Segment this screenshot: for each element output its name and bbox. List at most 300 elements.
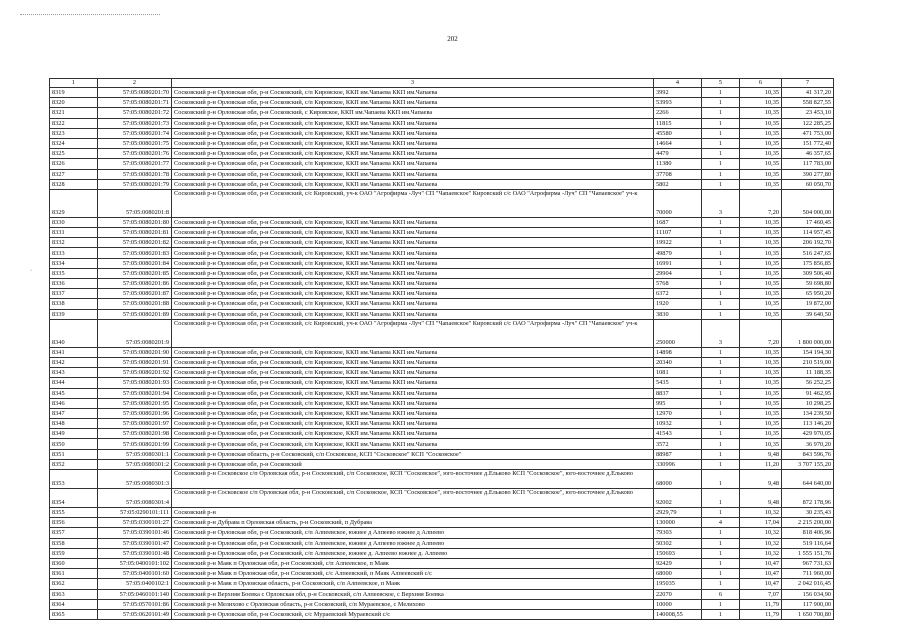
row-number-cell: 8349: [50, 429, 98, 439]
category-code-cell: 1: [702, 558, 740, 568]
area-value-cell: 995: [654, 398, 702, 408]
table-row: [50, 268, 834, 278]
cadastral-number-cell: 57:05:0080201:94: [98, 388, 172, 398]
area-value-cell: 14898: [654, 347, 702, 357]
cadastral-number-cell: 57:05:0390101:48: [98, 548, 172, 558]
area-value-cell: 11815: [654, 118, 702, 128]
cadastral-number-cell: 57:05:0080201:93: [98, 378, 172, 388]
area-value-cell: 45580: [654, 128, 702, 138]
cadastral-number-cell: 57:05:0080201:8: [98, 189, 172, 217]
category-code-cell: 1: [702, 179, 740, 189]
row-number-cell: 8348: [50, 419, 98, 429]
row-number-cell: 8342: [50, 357, 98, 367]
header-cell: 4: [654, 79, 702, 88]
category-code-cell: 1: [702, 108, 740, 118]
row-number-cell: 8359: [50, 548, 98, 558]
category-code-cell: 6: [702, 589, 740, 599]
area-value-cell: 1081: [654, 368, 702, 378]
category-code-cell: 1: [702, 138, 740, 148]
area-value-cell: 250000: [654, 319, 702, 347]
rate-value-cell: 10,47: [740, 569, 782, 579]
location-address-cell: Сосковский р-н Орловская обл, р-н Сосковский, с/п Кировское, ККП им.Чапаева ККП им.Чапаева: [172, 368, 654, 378]
location-address-cell: Сосковский р-н Маяк п Орловская обл, р-н Сосковский, с/п Алпеевское, п Маяк: [172, 558, 654, 568]
rate-value-cell: 10,35: [740, 419, 782, 429]
cadastral-value-cell: 3 707 155,20: [782, 459, 834, 469]
row-number-cell: 8355: [50, 508, 98, 518]
location-address-cell: Сосковский р-н Мелихово с Орловская область, р-н Сосковский, с/п Мураевское, с Мелихово: [172, 599, 654, 609]
area-value-cell: 10000: [654, 599, 702, 609]
cadastral-number-cell: 57:05:0080201:86: [98, 279, 172, 289]
location-address-cell: Сосковский р-н Орловская обл, р-н Сосковский, с/п Кировское, ККП им.Чапаева ККП им.Чапаева: [172, 419, 654, 429]
location-address-cell: Сосковский р-н Сосковское с/п Орловская обл, р-н Сосковский, с/п Сосковское, КСП "Сосковское", юго-восточнее д.Ельково КСП "Сосковское", юго-восточнее д.Ельково: [172, 470, 654, 489]
category-code-cell: 1: [702, 528, 740, 538]
cadastral-value-cell: 36 970,20: [782, 439, 834, 449]
rate-value-cell: 7,20: [740, 319, 782, 347]
cadastral-value-cell: 30 235,43: [782, 508, 834, 518]
category-code-cell: 1: [702, 599, 740, 609]
category-code-cell: 3: [702, 319, 740, 347]
category-code-cell: 1: [702, 309, 740, 319]
row-number-cell: 8352: [50, 459, 98, 469]
area-value-cell: 5768: [654, 279, 702, 289]
row-number-cell: 8340: [50, 319, 98, 347]
category-code-cell: 1: [702, 508, 740, 518]
cadastral-number-cell: 57:05:0080201:76: [98, 149, 172, 159]
location-address-cell: Сосковский р-н Орловская обл, р-н Сосковский: [172, 459, 654, 469]
cadastral-number-cell: 57:05:0080201:72: [98, 108, 172, 118]
area-value-cell: 37708: [654, 169, 702, 179]
category-code-cell: 1: [702, 429, 740, 439]
area-value-cell: 49879: [654, 248, 702, 258]
rate-value-cell: 10,35: [740, 268, 782, 278]
cadastral-value-cell: 65 950,20: [782, 289, 834, 299]
location-address-cell: Сосковский р-н Орловская обл, р-н Сосковский, с/п Кировское, ККП им.Чапаева ККП им.Чапаева: [172, 228, 654, 238]
rate-value-cell: 10,35: [740, 279, 782, 289]
cadastral-value-cell: 2 042 016,45: [782, 579, 834, 589]
scan-dot: ·: [30, 268, 32, 274]
cadastral-value-cell: 1 800 000,00: [782, 319, 834, 347]
row-number-cell: 8326: [50, 159, 98, 169]
table-row: [50, 470, 834, 489]
land-registry-table: [49, 78, 834, 620]
row-number-cell: 8336: [50, 279, 98, 289]
rate-value-cell: 10,35: [740, 138, 782, 148]
cadastral-number-cell: 57:05:0080201:97: [98, 419, 172, 429]
table-row: [50, 579, 834, 589]
rate-value-cell: 10,35: [740, 128, 782, 138]
rate-value-cell: 10,35: [740, 439, 782, 449]
location-address-cell: Сосковский р-н Орловская обл, р-н Сосковский, с/п Кировское, ККП им.Чапаева ККП им.Чапаева: [172, 408, 654, 418]
category-code-cell: 1: [702, 258, 740, 268]
cadastral-number-cell: 57:05:0080201:9: [98, 319, 172, 347]
table-row: [50, 238, 834, 248]
table-row: [50, 489, 834, 508]
row-number-cell: 8341: [50, 347, 98, 357]
table-row: [50, 128, 834, 138]
table-row: [50, 138, 834, 148]
row-number-cell: 8345: [50, 388, 98, 398]
rate-value-cell: 7,20: [740, 189, 782, 217]
table-row: [50, 319, 834, 347]
location-address-cell: Сосковский р-н Орловская обл, р-н Сосковский, с/п Кировское, ККП им.Чапаева ККП им.Чапаева: [172, 268, 654, 278]
cadastral-number-cell: 57:05:0080201:77: [98, 159, 172, 169]
table-row: [50, 569, 834, 579]
header-cell: 1: [50, 79, 98, 88]
cadastral-value-cell: 843 596,76: [782, 449, 834, 459]
location-address-cell: Сосковский р-н Орловская обл, р-н Сосковский, с/п Кировское, ККП им.Чапаева ККП им.Чапаева: [172, 248, 654, 258]
location-address-cell: Сосковский р-н Орловская обл, р-н Сосковский, с/п Кировское, ККП им.Чапаева ККП им.Чапаева: [172, 439, 654, 449]
area-value-cell: 88987: [654, 449, 702, 459]
row-number-cell: 8362: [50, 579, 98, 589]
row-number-cell: 8339: [50, 309, 98, 319]
category-code-cell: 1: [702, 419, 740, 429]
category-code-cell: 1: [702, 368, 740, 378]
row-number-cell: 8330: [50, 217, 98, 227]
row-number-cell: 8350: [50, 439, 98, 449]
rate-value-cell: 10,32: [740, 538, 782, 548]
cadastral-number-cell: 57:05:0080201:87: [98, 289, 172, 299]
area-value-cell: 11380: [654, 159, 702, 169]
row-number-cell: 8328: [50, 179, 98, 189]
area-value-cell: 11107: [654, 228, 702, 238]
cadastral-number-cell: 57:05:0080301:4: [98, 489, 172, 508]
cadastral-number-cell: 57:05:0080301:1: [98, 449, 172, 459]
cadastral-value-cell: 206 192,70: [782, 238, 834, 248]
table-row: [50, 518, 834, 528]
area-value-cell: 20340: [654, 357, 702, 367]
cadastral-number-cell: 57:05:0080201:83: [98, 248, 172, 258]
cadastral-value-cell: 114 957,45: [782, 228, 834, 238]
rate-value-cell: 10,35: [740, 378, 782, 388]
cadastral-value-cell: 390 277,80: [782, 169, 834, 179]
table-row: [50, 589, 834, 599]
table-row: [50, 189, 834, 217]
rate-value-cell: 10,35: [740, 258, 782, 268]
location-address-cell: Сосковский р-н Маяк п Орловская обл, р-н Сосковский, с/с Алпеевский, п Маяк Алпеевский с/с: [172, 569, 654, 579]
row-number-cell: 8361: [50, 569, 98, 579]
table-row: [50, 439, 834, 449]
cadastral-value-cell: 711 960,00: [782, 569, 834, 579]
rate-value-cell: 10,32: [740, 528, 782, 538]
table-row: [50, 398, 834, 408]
row-number-cell: 8337: [50, 289, 98, 299]
area-value-cell: 150693: [654, 548, 702, 558]
table-row: [50, 357, 834, 367]
row-number-cell: 8322: [50, 118, 98, 128]
location-address-cell: Сосковский р-н Орловская обл, р-н Сосковский, с/п Кировское, ККП им.Чапаева ККП им.Чапаева: [172, 169, 654, 179]
area-value-cell: 14664: [654, 138, 702, 148]
category-code-cell: 1: [702, 378, 740, 388]
category-code-cell: 1: [702, 248, 740, 258]
table-row: [50, 449, 834, 459]
row-number-cell: 8346: [50, 398, 98, 408]
area-value-cell: 140008,55: [654, 609, 702, 619]
area-value-cell: 79303: [654, 528, 702, 538]
location-address-cell: Сосковский р-н Орловская область, р-н Сосковский, с/п Сосковское, КСП "Сосковское" КСП "Сосковское": [172, 449, 654, 459]
area-value-cell: 92429: [654, 558, 702, 568]
cadastral-number-cell: 57:05:0080201:98: [98, 429, 172, 439]
area-value-cell: 5802: [654, 179, 702, 189]
table-row: [50, 548, 834, 558]
row-number-cell: 8353: [50, 470, 98, 489]
area-value-cell: 50302: [654, 538, 702, 548]
row-number-cell: 8358: [50, 538, 98, 548]
cadastral-value-cell: 23 453,10: [782, 108, 834, 118]
cadastral-value-cell: 471 753,00: [782, 128, 834, 138]
header-cell: 3: [172, 79, 654, 88]
cadastral-number-cell: 57:05:0080201:96: [98, 408, 172, 418]
cadastral-value-cell: 967 731,63: [782, 558, 834, 568]
cadastral-value-cell: 56 252,25: [782, 378, 834, 388]
rate-value-cell: 10,35: [740, 238, 782, 248]
cadastral-value-cell: 210 519,00: [782, 357, 834, 367]
table-row: [50, 609, 834, 619]
cadastral-number-cell: 57:05:0080301:2: [98, 459, 172, 469]
cadastral-value-cell: 117 900,00: [782, 599, 834, 609]
cadastral-value-cell: 519 116,64: [782, 538, 834, 548]
table-row: [50, 98, 834, 108]
cadastral-value-cell: 134 239,50: [782, 408, 834, 418]
table-row: [50, 149, 834, 159]
row-number-cell: 8357: [50, 528, 98, 538]
location-address-cell: Сосковский р-н Орловская обл, р-н Сосковский, с/п Кировское, ККП им.Чапаева ККП им.Чапаева: [172, 279, 654, 289]
table-row: [50, 538, 834, 548]
table-row: [50, 309, 834, 319]
table-row: [50, 258, 834, 268]
table-row: [50, 108, 834, 118]
row-number-cell: 8321: [50, 108, 98, 118]
location-address-cell: Сосковский р-н Верхняя Боевка с Орловская обл, р-н Сосковский, с/п Алпеевское, с Верхняя Боевка: [172, 589, 654, 599]
cadastral-number-cell: 57:05:0390101:46: [98, 528, 172, 538]
category-code-cell: 1: [702, 238, 740, 248]
cadastral-value-cell: 156 034,90: [782, 589, 834, 599]
row-number-cell: 8343: [50, 368, 98, 378]
category-code-cell: 4: [702, 518, 740, 528]
category-code-cell: 1: [702, 228, 740, 238]
table-row: [50, 508, 834, 518]
cadastral-number-cell: 57:05:0400101:60: [98, 569, 172, 579]
area-value-cell: 10932: [654, 419, 702, 429]
location-address-cell: Сосковский р-н Орловская обл, р-н Сосковский, с/п Алпеевское, южнее д. Алпеево южнее д. Алпеево: [172, 548, 654, 558]
row-number-cell: 8324: [50, 138, 98, 148]
table-row: [50, 528, 834, 538]
category-code-cell: 1: [702, 159, 740, 169]
area-value-cell: 12970: [654, 408, 702, 418]
cadastral-value-cell: 644 640,00: [782, 470, 834, 489]
cadastral-number-cell: 57:05:0080201:99: [98, 439, 172, 449]
area-value-cell: 22070: [654, 589, 702, 599]
category-code-cell: 1: [702, 128, 740, 138]
rate-value-cell: 9,48: [740, 489, 782, 508]
table-row: [50, 279, 834, 289]
cadastral-number-cell: 57:05:0080201:74: [98, 128, 172, 138]
table-row: [50, 429, 834, 439]
rate-value-cell: 10,32: [740, 548, 782, 558]
rate-value-cell: 10,35: [740, 169, 782, 179]
row-number-cell: 8363: [50, 589, 98, 599]
header-cell: 7: [782, 79, 834, 88]
rate-value-cell: 9,48: [740, 470, 782, 489]
rate-value-cell: 10,35: [740, 179, 782, 189]
category-code-cell: 1: [702, 299, 740, 309]
category-code-cell: 1: [702, 268, 740, 278]
rate-value-cell: 10,35: [740, 88, 782, 98]
area-value-cell: 130000: [654, 518, 702, 528]
location-address-cell: Сосковский р-н Орловская обл, р-н Сосковский, с/п Кировское, ККП им.Чапаева ККП им.Чапаева: [172, 217, 654, 227]
area-value-cell: 4479: [654, 149, 702, 159]
row-number-cell: 8325: [50, 149, 98, 159]
table-row: [50, 217, 834, 227]
area-value-cell: 2266: [654, 108, 702, 118]
cadastral-value-cell: 59 698,80: [782, 279, 834, 289]
location-address-cell: Сосковский р-н Орловская обл, р-н Сосковский, с/п Алпеевское, южнее д Алпеево южнее д Алпеево: [172, 538, 654, 548]
rate-value-cell: 10,47: [740, 558, 782, 568]
rate-value-cell: 10,35: [740, 289, 782, 299]
cadastral-number-cell: 57:05:0080201:89: [98, 309, 172, 319]
table-row: [50, 368, 834, 378]
rate-value-cell: 10,35: [740, 408, 782, 418]
category-code-cell: 1: [702, 149, 740, 159]
table-body: [50, 88, 834, 620]
cadastral-number-cell: 57:05:0080201:91: [98, 357, 172, 367]
rate-value-cell: 7,07: [740, 589, 782, 599]
category-code-cell: 1: [702, 217, 740, 227]
table-row: [50, 228, 834, 238]
cadastral-number-cell: 57:05:0080201:85: [98, 268, 172, 278]
cadastral-value-cell: 872 178,96: [782, 489, 834, 508]
cadastral-number-cell: 57:05:0080201:75: [98, 138, 172, 148]
location-address-cell: Сосковский р-н Орловская обл, р-н Сосковский, с/п Кировское, ККП им.Чапаева ККП им.Чапаева: [172, 388, 654, 398]
area-value-cell: 16991: [654, 258, 702, 268]
cadastral-value-cell: 1 555 151,76: [782, 548, 834, 558]
location-address-cell: Сосковский р-н Орловская обл, р-н Сосковский, с/п Кировское, ККП им.Чапаева ККП им.Чапаева: [172, 238, 654, 248]
rate-value-cell: 10,35: [740, 429, 782, 439]
cadastral-number-cell: 57:05:0570101:86: [98, 599, 172, 609]
table-row: [50, 299, 834, 309]
cadastral-number-cell: 57:05:0300101:27: [98, 518, 172, 528]
rate-value-cell: 10,35: [740, 299, 782, 309]
location-address-cell: Сосковский р-н Орловская обл, р-н Сосковский, с/п Кировское, ККП им.Чапаева ККП им.Чапаева: [172, 347, 654, 357]
location-address-cell: Сосковский р-н: [172, 508, 654, 518]
area-value-cell: 1687: [654, 217, 702, 227]
cadastral-value-cell: 309 506,40: [782, 268, 834, 278]
area-value-cell: 6372: [654, 289, 702, 299]
cadastral-value-cell: 117 783,00: [782, 159, 834, 169]
location-address-cell: Сосковский р-н Орловская обл, р-н Сосковский, с/п Кировское, ККП им.Чапаева ККП им.Чапаева: [172, 258, 654, 268]
category-code-cell: 1: [702, 398, 740, 408]
cadastral-number-cell: 57:05:0080201:73: [98, 118, 172, 128]
row-number-cell: 8347: [50, 408, 98, 418]
table-header-row: [50, 79, 834, 88]
rate-value-cell: 10,47: [740, 579, 782, 589]
area-value-cell: 3572: [654, 439, 702, 449]
category-code-cell: 1: [702, 169, 740, 179]
location-address-cell: Сосковский р-н Орловская обл, р-н Сосковский, с/с Мураевский Мураевский с/с: [172, 609, 654, 619]
table-row: [50, 248, 834, 258]
area-value-cell: 5435: [654, 378, 702, 388]
area-value-cell: 68000: [654, 569, 702, 579]
category-code-cell: 1: [702, 489, 740, 508]
area-value-cell: 92002: [654, 489, 702, 508]
location-address-cell: Сосковский р-н Орловская обл, р-н Сосковский, с/п Кировское, ККП им.Чапаева ККП им.Чапаева: [172, 118, 654, 128]
category-code-cell: 1: [702, 88, 740, 98]
cadastral-value-cell: 17 460,45: [782, 217, 834, 227]
category-code-cell: 1: [702, 579, 740, 589]
cadastral-number-cell: 57:05:0080201:81: [98, 228, 172, 238]
cadastral-number-cell: 57:05:0080201:78: [98, 169, 172, 179]
category-code-cell: 1: [702, 470, 740, 489]
row-number-cell: 8356: [50, 518, 98, 528]
row-number-cell: 8333: [50, 248, 98, 258]
cadastral-number-cell: 57:05:0080201:71: [98, 98, 172, 108]
location-address-cell: Сосковский р-н Дубрава п Орловская область, р-н Сосковский, п Дубрава: [172, 518, 654, 528]
category-code-cell: 1: [702, 569, 740, 579]
cadastral-number-cell: 57:05:0400102:1: [98, 579, 172, 589]
location-address-cell: Сосковский р-н Орловская обл, р-н Сосковский, с/п Кировское, ККП им.Чапаева ККП им.Чапаева: [172, 88, 654, 98]
area-value-cell: 3830: [654, 309, 702, 319]
row-number-cell: 8354: [50, 489, 98, 508]
cadastral-value-cell: 154 194,30: [782, 347, 834, 357]
row-number-cell: 8329: [50, 189, 98, 217]
cadastral-value-cell: 504 000,00: [782, 189, 834, 217]
area-value-cell: 8837: [654, 388, 702, 398]
area-value-cell: 3992: [654, 88, 702, 98]
scan-artifact: [20, 14, 160, 17]
cadastral-value-cell: 429 970,05: [782, 429, 834, 439]
row-number-cell: 8320: [50, 98, 98, 108]
rate-value-cell: 10,35: [740, 228, 782, 238]
category-code-cell: 3: [702, 189, 740, 217]
cadastral-number-cell: 57:05:0080201:79: [98, 179, 172, 189]
category-code-cell: 1: [702, 548, 740, 558]
cadastral-value-cell: 39 640,50: [782, 309, 834, 319]
area-value-cell: 1920: [654, 299, 702, 309]
category-code-cell: 1: [702, 98, 740, 108]
category-code-cell: 1: [702, 347, 740, 357]
table-row: [50, 378, 834, 388]
rate-value-cell: 10,35: [740, 159, 782, 169]
cadastral-number-cell: 57:05:0080201:70: [98, 88, 172, 98]
rate-value-cell: 11,79: [740, 599, 782, 609]
cadastral-value-cell: 175 856,85: [782, 258, 834, 268]
location-address-cell: Сосковский р-н Орловская обл, р-н Сосковский, с/п Кировское, ККП им.Чапаева ККП им.Чапаева: [172, 309, 654, 319]
location-address-cell: Сосковский р-н Орловская обл, р-н Сосковский, с/п Кировское, ККП им.Чапаева ККП им.Чапаева: [172, 429, 654, 439]
rate-value-cell: 10,35: [740, 118, 782, 128]
cadastral-number-cell: 57:05:0290101:111: [98, 508, 172, 518]
cadastral-number-cell: 57:05:0080201:84: [98, 258, 172, 268]
header-cell: 2: [98, 79, 172, 88]
rate-value-cell: 10,35: [740, 149, 782, 159]
category-code-cell: 1: [702, 279, 740, 289]
cadastral-number-cell: 57:05:0080201:88: [98, 299, 172, 309]
row-number-cell: 8360: [50, 558, 98, 568]
cadastral-number-cell: 57:05:0080201:90: [98, 347, 172, 357]
cadastral-number-cell: 57:05:0620101:49: [98, 609, 172, 619]
cadastral-value-cell: 11 188,35: [782, 368, 834, 378]
location-address-cell: Сосковский р-н Орловская обл, р-н Сосковский, с/п Кировское, ККП им.Чапаева ККП им.Чапаева: [172, 357, 654, 367]
location-address-cell: Сосковский р-н Маяк п Орловская область, р-н Сосковский, с/п Алпеевское, п Маяк: [172, 579, 654, 589]
table-row: [50, 599, 834, 609]
rate-value-cell: 9,48: [740, 449, 782, 459]
rate-value-cell: 10,35: [740, 309, 782, 319]
table-row: [50, 347, 834, 357]
cadastral-value-cell: 10 298,25: [782, 398, 834, 408]
row-number-cell: 8323: [50, 128, 98, 138]
cadastral-value-cell: 818 406,96: [782, 528, 834, 538]
cadastral-value-cell: 46 357,65: [782, 149, 834, 159]
cadastral-number-cell: 57:05:0080201:92: [98, 368, 172, 378]
area-value-cell: 330996: [654, 459, 702, 469]
